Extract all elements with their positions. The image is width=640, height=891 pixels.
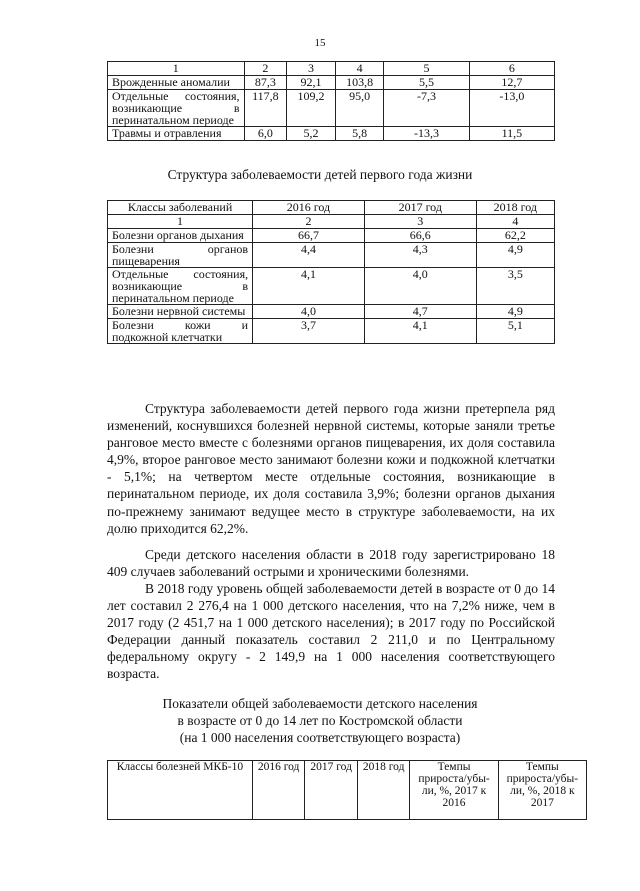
cell-value: 3,7 [253, 319, 365, 344]
cell-value: 5,5 [384, 76, 469, 90]
table3-title-line: в возрасте от 0 до 14 лет по Костромской области [177, 713, 463, 728]
cell-value: 87,3 [244, 76, 287, 90]
cell-value: 103,8 [335, 76, 384, 90]
cell-value: 5,1 [476, 319, 554, 344]
row-label: Болезни кожи и подкожной клетчатки [108, 319, 253, 344]
table-row [108, 243, 555, 268]
header-cell: 2017 год [305, 761, 358, 820]
header-cell: Классы заболеваний [108, 201, 253, 215]
row-label: Отдельные состояния, возникающие в перинатальном периоде [108, 268, 253, 305]
cell-value: 117,8 [244, 90, 287, 127]
row-label: Врожденные аномалии [108, 76, 245, 90]
cell-value: 62,2 [476, 229, 554, 243]
column-number: 4 [476, 215, 554, 229]
table-row [108, 76, 555, 90]
header-cell: Темпы прироста/убы-ли, %, 2017 к 2016 [410, 761, 498, 820]
cell-value: 4,3 [364, 243, 476, 268]
row-label: Отдельные состояния, возникающие в перинатальном периоде [108, 90, 245, 127]
header-cell: 3 [287, 62, 336, 76]
cell-value: -13,0 [469, 90, 554, 127]
cell-value: 95,0 [335, 90, 384, 127]
cell-value: 109,2 [287, 90, 336, 127]
table-header-row [108, 201, 555, 215]
header-cell: Классы болезней МКБ-10 [108, 761, 253, 820]
cell-value: 66,6 [364, 229, 476, 243]
cell-value: -7,3 [384, 90, 469, 127]
header-cell: 2016 год [253, 201, 365, 215]
table-row [108, 319, 555, 344]
cell-value: 4,0 [364, 268, 476, 305]
cell-value: 92,1 [287, 76, 336, 90]
table-row [108, 305, 555, 319]
column-number: 2 [253, 215, 365, 229]
cell-value: 5,2 [287, 127, 336, 141]
cell-value: 11,5 [469, 127, 554, 141]
header-cell: 2018 год [357, 761, 410, 820]
table-numbering-row [108, 215, 555, 229]
cell-value: 5,8 [335, 127, 384, 141]
row-label: Болезни нервной системы [108, 305, 253, 319]
cell-value: 4,1 [364, 319, 476, 344]
cell-value: 12,7 [469, 76, 554, 90]
page-number: 15 [314, 37, 326, 49]
header-cell: 6 [469, 62, 554, 76]
table-row [108, 229, 555, 243]
row-label: Болезни органов дыхания [108, 229, 253, 243]
cell-value: 6,0 [244, 127, 287, 141]
cell-value: 4,9 [476, 243, 554, 268]
header-cell: 2018 год [476, 201, 554, 215]
header-cell: 5 [384, 62, 469, 76]
paragraph: Структура заболеваемости детей первого года жизни претерпела ряд изменений, коснувшихся болезней нервной системы, которые заняли третье ранговое место вместе с болезнями органов пищеварения, их доля составила 4,9%, второе ранговое место занимают болезни кожи и подкожной клетчатки - 5,1%; на четвертом месте отдельные состояния, возникающие в перинатальном периоде, их доля составила 3,9%; болезни органов дыхания по-прежнему занимают ведущее место в структуре заболеваемости, на их долю приходится 62,2%. [107, 401, 555, 536]
infant-morbidity-structure-table [107, 200, 555, 344]
table-row [108, 268, 555, 305]
child-morbidity-indicators-table [107, 760, 587, 820]
table3-title-line: (на 1 000 населения соответствующего возраста) [179, 730, 461, 745]
header-cell: 4 [335, 62, 384, 76]
header-cell: 1 [108, 62, 245, 76]
cell-value: 4,1 [253, 268, 365, 305]
header-cell: 2 [244, 62, 287, 76]
cell-value: 4,9 [476, 305, 554, 319]
table3-title-line: Показатели общей заболеваемости детского населения [162, 696, 478, 711]
row-label: Болезни органов пищеварения [108, 243, 253, 268]
mortality-table-continued [107, 61, 555, 141]
table-row [108, 90, 555, 127]
table2-title: Структура заболеваемости детей первого года жизни [167, 167, 473, 182]
cell-value: 4,0 [253, 305, 365, 319]
table-row [108, 127, 555, 141]
header-cell: 2016 год [252, 761, 305, 820]
header-cell: Темпы прироста/убы-ли, %, 2018 к 2017 [498, 761, 586, 820]
table-header-row [108, 62, 555, 76]
paragraph: Среди детского населения области в 2018 году зарегистрировано 18 409 случаев заболеваний острыми и хроническими болезнями. [107, 547, 555, 580]
cell-value: 66,7 [253, 229, 365, 243]
cell-value: -13,3 [384, 127, 469, 141]
column-number: 3 [364, 215, 476, 229]
cell-value: 4,4 [253, 243, 365, 268]
header-cell: 2017 год [364, 201, 476, 215]
cell-value: 3,5 [476, 268, 554, 305]
cell-value: 4,7 [364, 305, 476, 319]
table-header-row [108, 761, 587, 820]
paragraph: В 2018 году уровень общей заболеваемости детей в возрасте от 0 до 14 лет составил 2 276,4 на 1 000 детского населения, что на 7,2% ниже, чем в 2017 году (2 451,7 на 1 000 детского населения); в 2017 году по Российской Федерации данный показатель составил 2 211,0 и по Центральному федеральному округу - 2 149,9 на 1 000 населения соответствующего возраста. [107, 581, 555, 682]
column-number: 1 [108, 215, 253, 229]
row-label: Травмы и отравления [108, 127, 245, 141]
